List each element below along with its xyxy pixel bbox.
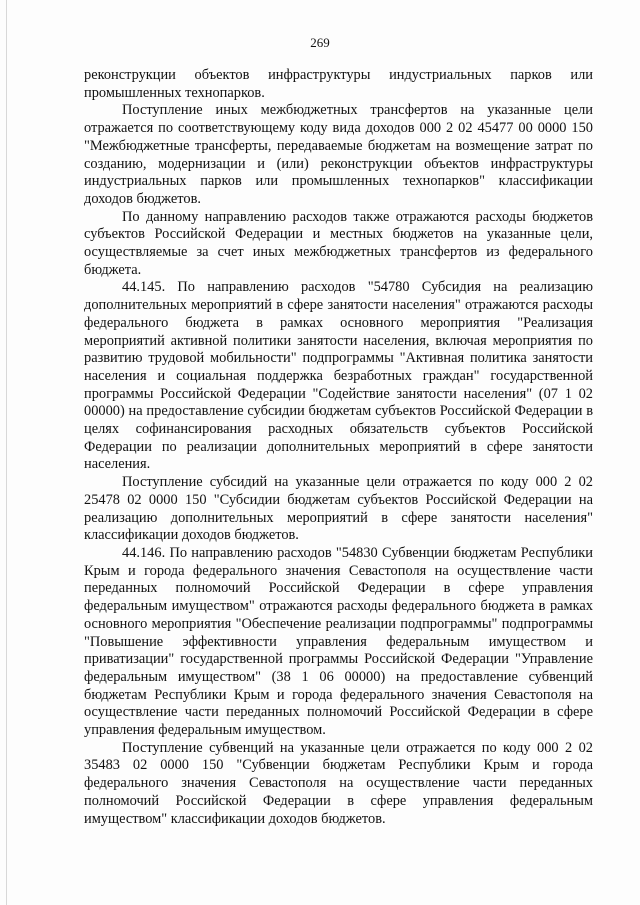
paragraph-44-145: 44.145. По направлению расходов "54780 Субсидия на реализацию дополнительных мероприятий в сфере занятости населения" отражаются расходы федерального бюджета в рамках основного мероприятия "Реализация мероприятий активной политики занятости населения, включая мероприятия по развитию трудовой мобильности" подпрограммы "Активная политика занятости населения и социальная поддержка безработных граждан" государственной программы Российской Федерации "Содействие занятости населения" (07 1 02 00000) на предоставление субсидии бюджетам субъектов Российской Федерации в целях софинансирования расходных обязательств субъектов Российской Федерации по реализации дополнительных мероприятий в сфере занятости населения. <box>84 279 593 473</box>
paragraph-subvention-income: Поступление субвенций на указанные цели отражается по коду 000 2 02 35483 02 0000 150 "Субвенции бюджетам Республики Крым и города федерального значения Севастополя на осуществление части переданных полномочий Российской Федерации в сфере управления федеральным имуществом" классификации доходов бюджетов. <box>84 739 593 827</box>
paragraph-continuation: реконструкции объектов инфраструктуры индустриальных парков или промышленных технопарков. <box>84 67 593 101</box>
page-edge-line <box>6 0 7 905</box>
paragraph-subsidy-income: Поступление субсидий на указанные цели отражается по коду 000 2 02 25478 02 0000 150 "Субсидии бюджетам субъектов Российской Федерации на реализацию дополнительных мероприятий в сфере занятости населения" классификации доходов бюджетов. <box>84 474 593 544</box>
document-body <box>84 67 593 828</box>
paragraph-regional-expenses: По данному направлению расходов также отражаются расходы бюджетов субъектов Российской Федерации и местных бюджетов на указанные цели, осуществляемые за счет иных межбюджетных трансфертов из федерального бюджета. <box>84 208 593 278</box>
paragraph-44-146: 44.146. По направлению расходов "54830 Субвенции бюджетам Республики Крым и города федерального значения Севастополя на осуществление части переданных полномочий Российской Федерации в сфере управления федеральным имуществом" отражаются расходы федерального бюджета в рамках основного мероприятия "Обеспечение реализации подпрограммы" подпрограммы "Повышение эффективности управления федеральным имуществом и приватизации" государственной программы Российской Федерации "Управление федеральным имуществом" (38 1 06 00000) на предоставление субвенций бюджетам Республики Крым и города федерального значения Севастополя на осуществление части переданных полномочий Российской Федерации в сфере управления федеральным имуществом. <box>84 544 593 739</box>
page-number: 269 <box>310 35 330 50</box>
paragraph-transfers-income: Поступление иных межбюджетных трансфертов на указанные цели отражается по соответствующему коду вида доходов 000 2 02 45477 00 0000 150 "Межбюджетные трансферты, передаваемые бюджетам на возмещение затрат по созданию, модернизации и (или) реконструкции объектов инфраструктуры индустриальных парков или промышленных технопарков" классификации доходов бюджетов. <box>84 102 593 207</box>
